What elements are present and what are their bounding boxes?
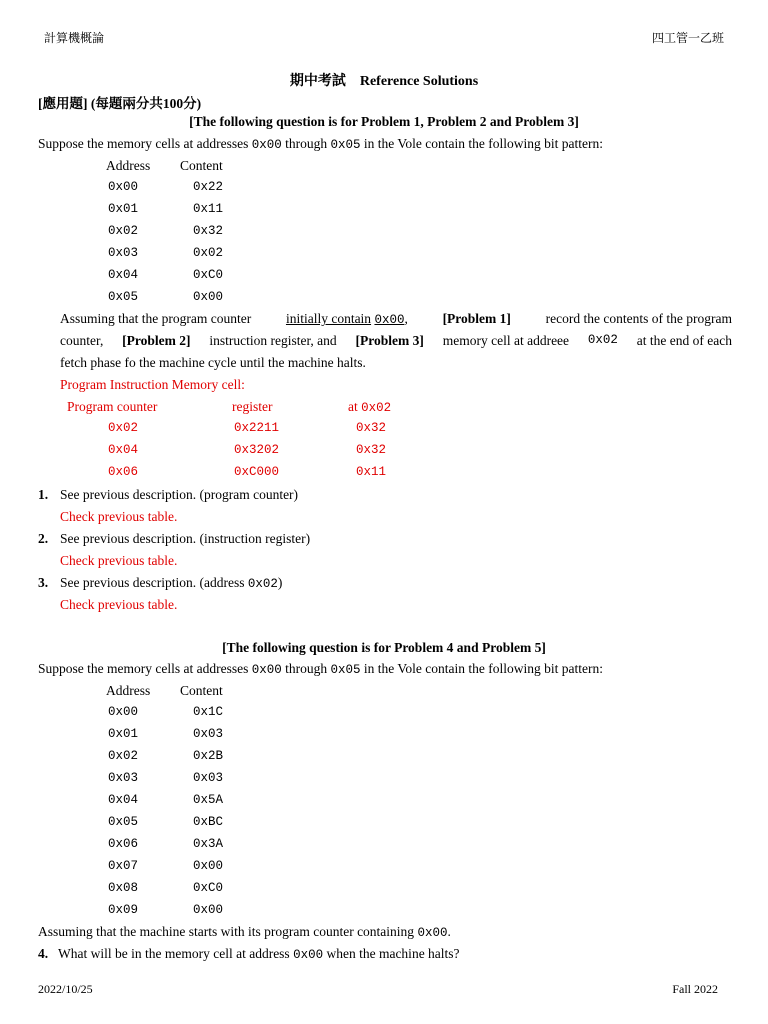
question-3 <box>38 575 282 591</box>
memory-content: 0x2B <box>193 749 224 763</box>
question-answer: Check previous table. <box>60 553 178 568</box>
question-4: 4. What will be in the memory cell at address 0x00 when the machine halts? <box>38 946 460 962</box>
question-text: See previous description. (address <box>60 575 245 590</box>
memory-address: 0x00 <box>108 180 139 194</box>
question-1 <box>38 487 298 503</box>
footer-date: 2022/10/25 <box>38 982 93 996</box>
question-text: See previous description. (program counter) <box>60 487 299 502</box>
answer-register: 0xC000 <box>234 465 280 479</box>
memory-address: 0x03 <box>108 246 139 260</box>
memory-address: 0x05 <box>108 815 139 829</box>
answer-pc: 0x02 <box>108 421 139 435</box>
memory-address: 0x00 <box>108 705 139 719</box>
memory-content: 0x00 <box>193 859 224 873</box>
content-header: Content <box>180 683 223 698</box>
address-header: Address <box>106 158 151 173</box>
memory-content: 0xC0 <box>193 268 224 282</box>
answer-memory: 0x32 <box>356 421 387 435</box>
question-2 <box>38 531 310 547</box>
class-label: 四工管一乙班 <box>651 31 724 45</box>
question-answer: Check previous table. <box>60 509 178 524</box>
answer-pc: 0x06 <box>108 465 139 479</box>
memory-address: 0x02 <box>108 224 139 238</box>
answer-header-pc: Program counter <box>67 399 158 414</box>
memory-address: 0x04 <box>108 268 139 282</box>
memory-content: 0x3A <box>193 837 224 851</box>
memory-content: 0x00 <box>193 290 224 304</box>
part2-assumption: Assuming that the machine starts with its program counter containing 0x00. <box>38 924 451 940</box>
memory-content: 0x02 <box>193 246 224 260</box>
course-title: 計算機概論 <box>44 31 105 45</box>
part1-heading: [The following question is for Problem 1, Problem 2 and Problem 3] <box>189 114 579 129</box>
memory-content: 0x00 <box>193 903 224 917</box>
memory-content: 0x5A <box>193 793 224 807</box>
memory-content: 0xC0 <box>193 881 224 895</box>
memory-address: 0x01 <box>108 727 139 741</box>
part2-heading: [The following question is for Problem 4 and Problem 5] <box>222 640 546 655</box>
memory-content: 0x32 <box>193 224 224 238</box>
answer-memory: 0x32 <box>356 443 387 457</box>
question-number: 3. <box>38 575 49 590</box>
answer-pc: 0x04 <box>108 443 139 457</box>
memory-address: 0x01 <box>108 202 139 216</box>
content-header: Content <box>180 158 223 173</box>
memory-content: 0x03 <box>193 727 224 741</box>
memory-address: 0x05 <box>108 290 139 304</box>
memory-address: 0x07 <box>108 859 139 873</box>
section-label: [應用題] (每題兩分共100分) <box>38 96 202 111</box>
memory-address: 0x09 <box>108 903 139 917</box>
memory-content: 0x22 <box>193 180 224 194</box>
footer-term: Fall 2022 <box>672 982 718 996</box>
part1-intro: Suppose the memory cells at addresses 0x00 through 0x05 in the Vole contain the following bit pattern: <box>38 136 603 152</box>
question-number: 1. <box>38 487 49 502</box>
memory-content: 0xBC <box>193 815 224 829</box>
memory-address: 0x06 <box>108 837 139 851</box>
memory-address: 0x03 <box>108 771 139 785</box>
part1-paragraph: Assuming that the program counter initially contain 0x00, [Problem 1] record the contents of the program counter, [Problem 2] instruction register, and [Problem 3] memory cell at addreee 0x02 at the end of each fetch phase fo the machine cycle until the machine halts. <box>60 311 732 370</box>
memory-address: 0x02 <box>108 749 139 763</box>
question-code: 0x02 <box>247 577 278 591</box>
page-title: 期中考試 Reference Solutions <box>289 74 479 89</box>
memory-address: 0x08 <box>108 881 139 895</box>
answer-header-memory: at 0x02 <box>348 399 392 415</box>
part2-intro: Suppose the memory cells at addresses 0x00 through 0x05 in the Vole contain the following bit pattern: <box>38 661 603 677</box>
answer-memory: 0x11 <box>356 465 387 479</box>
answer-caption: Program Instruction Memory cell: <box>60 377 245 392</box>
question-tail: ) <box>277 575 283 590</box>
memory-content: 0x1C <box>193 705 224 719</box>
answer-register: 0x2211 <box>234 421 280 435</box>
question-text: See previous description. (instruction register) <box>60 531 311 546</box>
memory-content: 0x03 <box>193 771 224 785</box>
answer-header-register: register <box>232 399 273 414</box>
answer-register: 0x3202 <box>234 443 280 457</box>
question-answer: Check previous table. <box>60 597 178 612</box>
address-header: Address <box>106 683 151 698</box>
memory-address: 0x04 <box>108 793 139 807</box>
question-number: 2. <box>38 531 49 546</box>
memory-content: 0x11 <box>193 202 224 216</box>
